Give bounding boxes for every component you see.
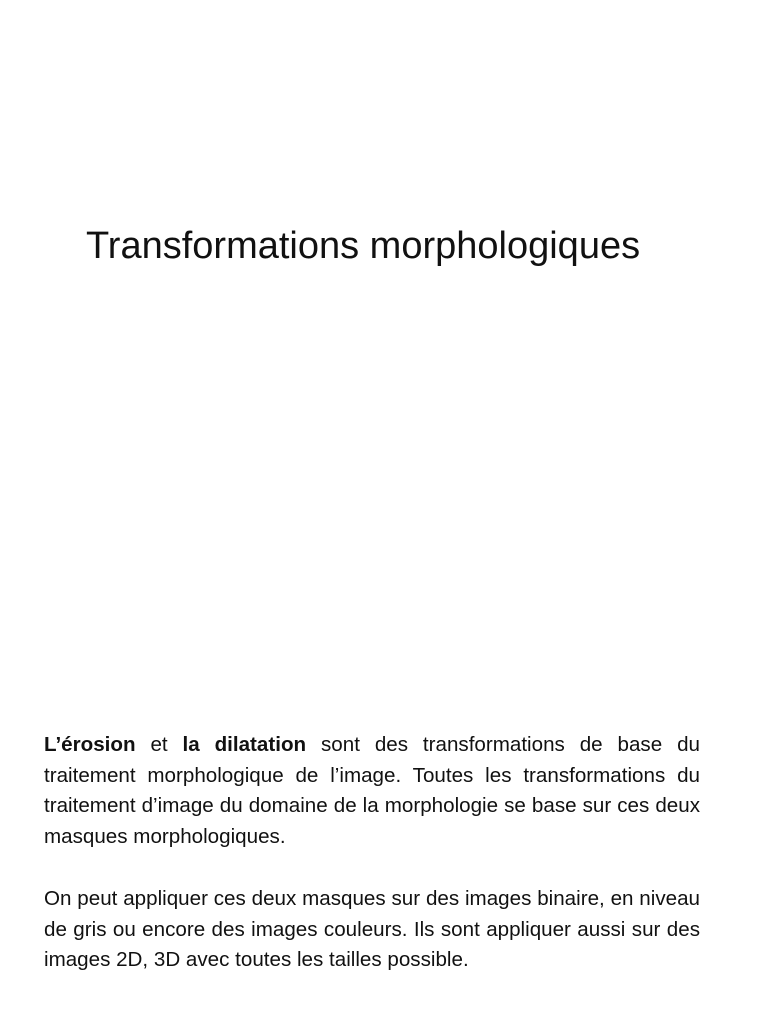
term-dilatation: la dilatation	[182, 733, 307, 756]
paragraph-body-text: sont des transformations de base du traitement morphologique de l’image. Toutes les transformations du traitement d’image du domaine de la morphologie se base sur ces deux masques morphologiques.	[44, 733, 700, 849]
paragraph-erosion-dilatation	[44, 730, 700, 853]
slide-title: Transformations morphologiques	[86, 225, 641, 267]
paragraph-applications: On peut appliquer ces deux masques sur des images binaire, en niveau de gris ou encore des images couleurs. Ils sont appliquer aussi sur des images 2D, 3D avec toutes les tailles possible.	[44, 887, 700, 972]
connector-text: et	[135, 733, 183, 756]
term-erosion: L’érosion	[44, 733, 136, 756]
